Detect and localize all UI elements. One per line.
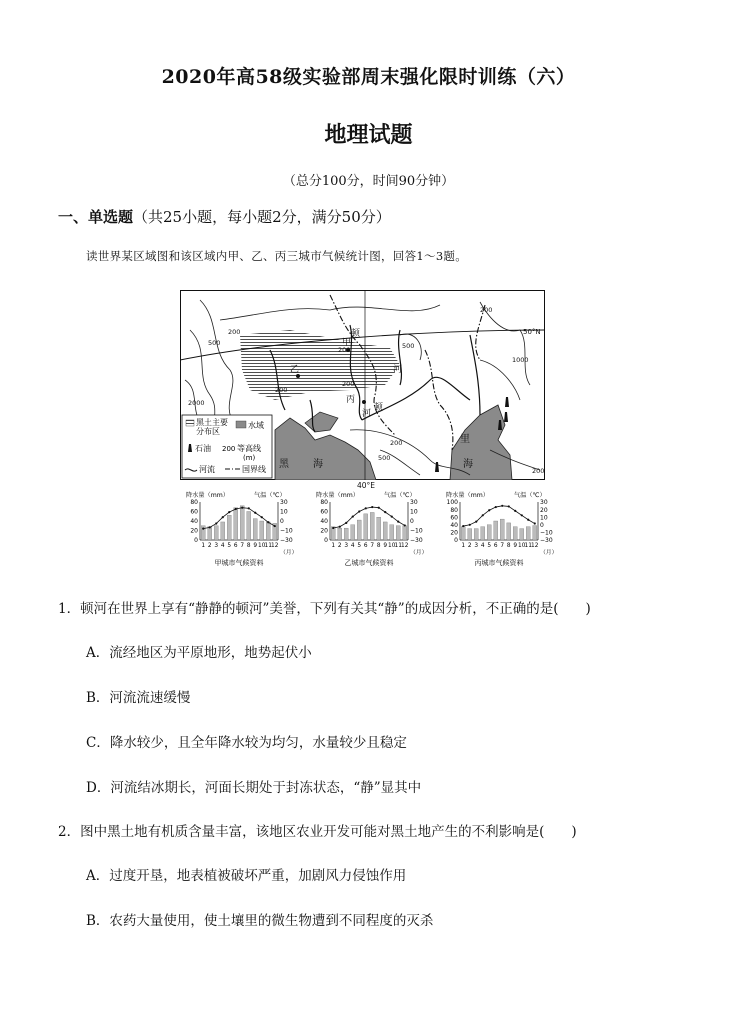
precip-bar [474,529,478,540]
month-tick-label: 4 [220,543,225,549]
left-tick-label: 20 [190,527,198,535]
precip-bar [208,527,212,540]
temp-point [391,515,393,517]
temp-line [463,506,535,526]
month-tick-label: 5 [227,543,232,549]
precip-bar [461,527,465,540]
label-sea-hai1: 海 [313,459,323,470]
question-2-stem: 2．图中黑土地有机质含量丰富，该地区农业开发可能对黑土地产生的不利影响是( ) [58,824,577,840]
contour-200a: 200 [228,328,241,336]
legend-contour-val: 200 [222,445,236,453]
month-tick-label: 3 [214,543,219,549]
precip-bar [520,529,524,540]
question-1-option-c: C．降水较少，且全年降水较为均匀，水量较少且稳定 [86,735,407,751]
month-tick-label: 7 [500,543,505,549]
month-tick-label: 7 [370,543,375,549]
month-tick-label: 11 [394,543,402,549]
left-tick-label: 0 [324,537,328,545]
month-unit: （月） [410,550,428,556]
left-tick-label: 80 [320,499,328,507]
temp-point [261,516,263,518]
right-tick-label: 10 [280,508,288,516]
score-note: （总分100分，时间90分钟） [282,174,455,189]
legend-water-swatch [236,421,246,428]
month-tick-label: 1 [201,543,206,549]
contour-200c: 200 [342,380,355,388]
month-unit: （月） [280,550,298,556]
precip-bar [494,521,498,540]
precip-axis-label: 降水量（mm） [446,492,489,499]
temp-point [462,525,464,527]
precip-bar [260,521,264,540]
temp-point [222,516,224,518]
left-tick-label: 0 [454,537,458,545]
right-tick-label: −30 [540,537,553,545]
temp-point [501,505,503,507]
precip-bar [234,508,238,540]
temp-point [352,515,354,517]
contour-2000: 2000 [188,399,205,407]
precip-bar [370,512,374,540]
left-tick-label: 80 [190,499,198,507]
month-tick-label: 10 [258,543,266,549]
temp-point [365,507,367,509]
label-50n: 50°N [523,328,541,336]
temp-point [495,506,497,508]
left-tick-label: 40 [320,518,328,526]
right-tick-label: 30 [280,499,288,507]
label-dun2: 顿 [374,403,384,413]
right-tick-label: −10 [410,527,423,535]
question-1-option-a: A．流经地区为平原地形，地势起伏小 [86,645,312,661]
contour-500b: 500 [402,342,415,350]
month-tick-label: 10 [388,543,396,549]
temp-point [267,521,269,523]
month-tick-label: 5 [357,543,362,549]
right-tick-label: 0 [280,518,284,526]
precip-bar [253,519,257,540]
precip-bar [383,522,387,540]
temp-point [241,507,243,509]
right-tick-label: 20 [540,506,548,514]
legend-water: 水域 [248,421,264,430]
precip-bar [221,522,225,540]
precip-bar [266,522,270,540]
temp-point [371,506,373,508]
month-tick-label: 9 [253,543,258,549]
month-tick-label: 12 [271,543,279,549]
precip-bar [227,515,231,540]
precip-bar [481,527,485,540]
precip-bar [338,528,342,540]
precip-axis-label: 降水量（mm） [316,492,359,499]
month-tick-label: 2 [467,543,472,549]
left-tick-label: 40 [190,518,198,526]
right-tick-label: 0 [540,522,544,529]
legend-soil-2: 分布区 [196,427,220,436]
precip-bar [364,514,368,540]
month-tick-label: 12 [401,543,409,549]
temp-point [345,522,347,524]
temp-point [521,514,523,516]
temp-point [534,522,536,524]
label-jia: 甲 [342,338,352,348]
precip-bar [247,512,251,541]
left-tick-label: 60 [450,514,458,522]
question-1-stem: 1．顿河在世界上享有“静静的顿河”美誉，下列有关其“静”的成因分析，不正确的是( ) [58,601,591,617]
section-desc: （共25小题，每小题2分，满分50分） [133,208,391,226]
contour-1000: 1000 [512,356,529,364]
left-tick-label: 40 [450,522,458,529]
temp-point [527,519,529,521]
legend-river: 河流 [199,465,215,474]
temp-point [397,521,399,523]
right-tick-label: 10 [410,508,418,516]
month-tick-label: 10 [518,543,526,549]
temp-line [203,508,275,529]
left-tick-label: 60 [190,508,198,516]
precip-bar [240,506,244,540]
contour-500a: 500 [208,339,221,347]
city-bing-dot [362,400,366,404]
month-tick-label: 5 [487,543,492,549]
left-tick-label: 100 [446,499,458,507]
temp-point [339,526,341,528]
label-he2: 河 [362,409,372,419]
temp-point [508,505,510,507]
month-tick-label: 3 [344,543,349,549]
month-tick-label: 9 [383,543,388,549]
month-tick-label: 12 [531,543,539,549]
month-tick-label: 1 [461,543,466,549]
precip-bar [396,526,400,540]
precip-bar [351,525,355,540]
intro-text: 读世界某区域图和该区域内甲、乙、丙三城市气候统计图，回答1～3题。 [86,249,468,263]
legend-contour-unit: (m) [243,454,256,462]
legend-border: 国界线 [242,465,266,474]
legend-contour: 等高线 [237,444,261,453]
temp-point [482,514,484,516]
month-tick-label: 4 [350,543,355,549]
precip-bar [214,526,218,540]
label-bing: 丙 [346,395,356,405]
month-tick-label: 8 [506,543,511,549]
precip-bar [513,527,517,540]
month-tick-label: 9 [513,543,518,549]
month-tick-label: 2 [207,543,212,549]
right-tick-label: −10 [540,529,553,537]
precip-bar [344,528,348,540]
right-tick-label: 30 [540,499,548,507]
precip-bar [390,525,394,540]
temp-axis-label: 气温（℃） [514,492,546,499]
temp-axis-label: 气温（℃） [384,492,416,499]
chart-caption: 丙城市气候资料 [474,559,524,567]
precip-bar [526,527,530,540]
precip-bar [377,517,381,540]
right-tick-label: 30 [410,499,418,507]
temp-point [332,527,334,529]
question-2-option-a: A．过度开垦，地表植被破坏严重，加剧风力侵蚀作用 [86,868,407,884]
question-2-option-b: B．农药大量使用，使土壤里的微生物遭到不同程度的灭杀 [86,913,434,929]
precip-bar [468,529,472,540]
region-map [180,290,545,480]
temp-point [378,507,380,509]
precip-bar [507,523,511,540]
temp-point [404,524,406,526]
temp-point [475,521,477,523]
section-heading [58,206,391,227]
label-he1: 河 [393,365,403,375]
temp-point [384,511,386,513]
legend-soil-swatch [186,420,194,426]
label-40e: 40°E [357,481,376,490]
contour-200d: 200 [275,386,288,394]
precip-bar [533,526,537,540]
temp-point [228,511,230,513]
left-tick-label: 0 [194,537,198,545]
month-tick-label: 8 [376,543,381,549]
precip-bar [487,525,491,540]
left-tick-label: 60 [320,508,328,516]
chart-caption: 乙城市气候资料 [344,559,394,567]
month-tick-label: 6 [493,543,498,549]
left-tick-label: 80 [450,506,458,514]
month-tick-label: 8 [246,543,251,549]
month-unit: （月） [540,550,558,556]
section-name: 一、单选题 [58,208,134,226]
chart-caption: 甲城市气候资料 [214,559,264,567]
question-1-option-d: D．河流结冰期长，河面长期处于封冻状态，“静”显其中 [86,780,422,796]
temp-point [248,507,250,509]
temp-point [514,510,516,512]
temp-point [488,509,490,511]
contour-500c: 500 [378,454,391,462]
precip-axis-label: 降水量（mm） [186,492,229,499]
label-dun1: 顿 [351,329,361,339]
temp-point [254,512,256,514]
label-sea-hei: 黑 [279,459,289,470]
temp-line [333,507,405,528]
precip-bar [403,526,407,540]
temp-point [469,524,471,526]
precip-bar [500,519,504,540]
right-tick-label: −10 [280,527,293,535]
label-sea-li: 里 [460,434,470,445]
label-yi: 乙 [290,365,300,375]
month-tick-label: 1 [331,543,336,549]
month-tick-label: 6 [233,543,238,549]
month-tick-label: 11 [524,543,532,549]
contour-200b: 200 [338,346,351,354]
temp-point [209,526,211,528]
exam-title: 2020年高58级实验部周末强化限时训练（六） [161,66,576,88]
temp-point [235,508,237,510]
precip-bar [357,520,361,540]
legend-soil-1: 黑土主要 [196,418,228,427]
temp-point [358,510,360,512]
left-tick-label: 20 [320,527,328,535]
right-tick-label: −30 [410,537,423,545]
month-tick-label: 4 [480,543,485,549]
right-tick-label: −30 [280,537,293,545]
contour-200f: 200 [390,439,403,447]
climate-chart-3 [446,490,562,568]
contour-200g: 200 [532,467,545,475]
month-tick-label: 3 [474,543,479,549]
legend-oil: 石油 [195,444,211,453]
left-tick-label: 20 [450,529,458,537]
temp-point [274,525,276,527]
question-1-option-b: B．河流流速缓慢 [86,690,191,706]
month-tick-label: 11 [264,543,272,549]
month-tick-label: 2 [337,543,342,549]
subject-title: 地理试题 [324,122,413,148]
right-tick-label: 10 [540,514,548,522]
right-tick-label: 0 [410,518,414,526]
climate-chart-1 [186,490,302,568]
month-tick-label: 7 [240,543,245,549]
label-sea-hai2: 海 [463,459,473,470]
contour-200e: 200 [480,306,493,314]
month-tick-label: 6 [363,543,368,549]
temp-axis-label: 气温（℃） [254,492,286,499]
temp-point [202,528,204,530]
temp-point [215,522,217,524]
climate-chart-2 [316,490,432,568]
